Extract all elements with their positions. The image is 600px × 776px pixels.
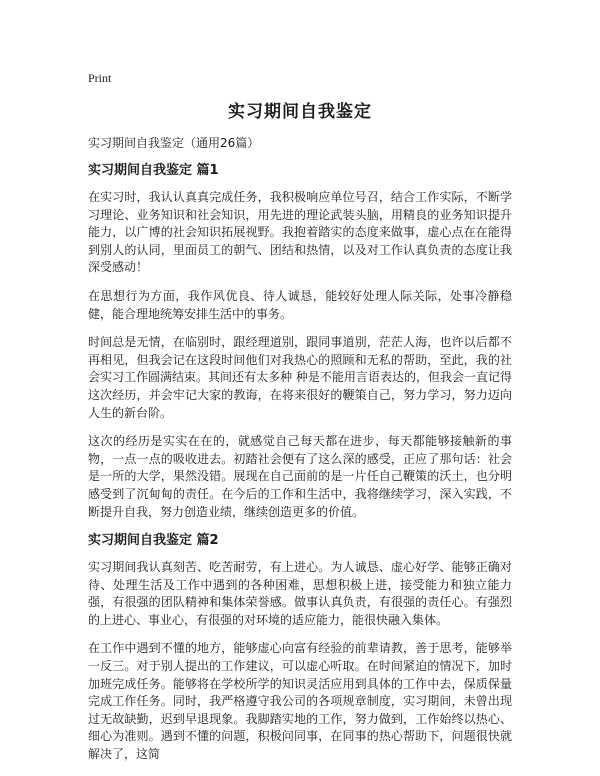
paragraph: 时间总是无情，在临别时，跟经理道别，跟同事道别，茫茫人海，也许以后都不再相见，但我会记在这段时间他们对我热心的照顾和无私的帮助，至此，我的社会实习工作圆满结束。其间还有太多种 种是不能用言语表达的，但我会一直记得这次经历，并会牢记大家的教诲，在将来很好的鞭策自己，努力学习，努力迈向人生的新台阶。 — [88, 335, 512, 420]
section-heading: 实习期间自我鉴定 篇2 — [88, 533, 219, 549]
section-heading: 实习期间自我鉴定 篇1 — [88, 163, 219, 178]
print-link[interactable]: Print — [88, 71, 112, 85]
paragraph: 在实习时，我认认真真完成任务，我积极响应单位号召，结合工作实际，不断学习理论、业务知识和社会知识，用先进的理论武装头脑，用精良的业务知识提升能力，以广博的社会知识拓展视野。我抱着踏实的态度来做事，虚心点在在能得到别人的认同，里面员工的朝气、团结和热情，以及对工作认真负责的态度让我深受感动！ — [88, 190, 512, 275]
paragraph: 在思想行为方面，我作风优良、待人诚恳，能较好处理人际关际，处事冷静稳健，能合理地统筹安排生活中的事务。 — [88, 288, 512, 321]
section-2 — [88, 532, 512, 764]
paragraph: 在工作中遇到不懂的地方，能够虚心向富有经验的前辈请教，善于思考，能够举一反三。对于别人提出的工作建议，可以虚心听取。在时间紧迫的情况下，加时加班完成任务。能够将在学校所学的知识灵活应用到具体的工作中去，保质保量完成工作任务。同时，我严格遵守我公司的各项规章制度，实习期间，未曾出现过无故缺勤，迟到早退现象。我脚踏实地的工作，努力做到，工作始终以热心、细心为准则。遇到不懂的问题，积极问同事，在同事的热心帮助下，问题很快就解决了，这简 — [88, 641, 512, 762]
paragraph: 实习期间我认真刻苦、吃苦耐劳，有上进心。为人诚恳、虚心好学、能够正确对待、处理生活及工作中遇到的各种困难，思想积极上进，接受能力和独立能力强，有很强的团队精神和集体荣誉感。做事认真负责，有很强的责任心。有强烈的上进心、事业心，有很强的对环境的适应能力，能很快融入集体。 — [88, 560, 512, 627]
paragraph: 这次的经历是实实在在的，就感觉自己每天都在进步，每天都能够接触新的事物，一点一点的吸收进去。初踏社会便有了这么深的感受，正应了那句话：社会是一所的大学，果然没错。展现在自己面前的是一片任自己鞭策的沃土，也分明感受到了沉甸甸的责任。在今后的工作和生活中，我将继续学习，深入实践，不断提升自我，努力创造业绩，继续创造更多的价值。 — [88, 434, 512, 519]
document-subtitle: 实习期间自我鉴定（通用26篇） — [88, 136, 260, 150]
document-title: 实习期间自我鉴定 — [228, 102, 372, 122]
section-1 — [88, 162, 512, 521]
